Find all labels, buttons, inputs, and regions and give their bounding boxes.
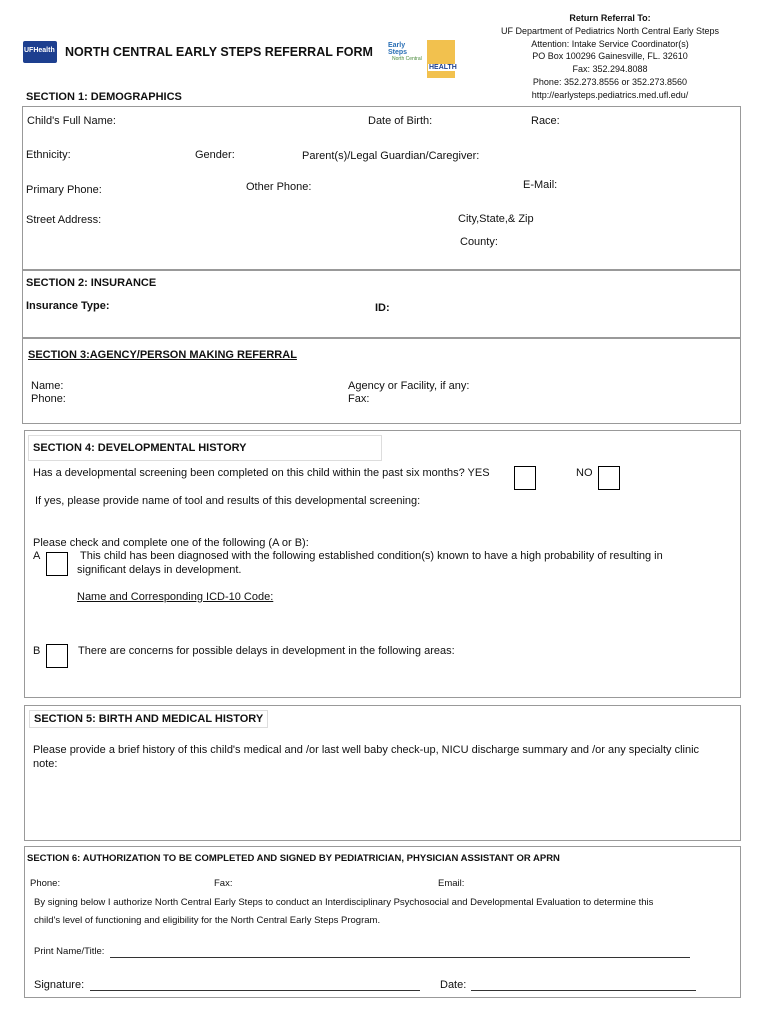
agency-field[interactable]: Agency or Facility, if any: <box>348 380 470 392</box>
return-line: Fax: 352.294.8088 <box>572 64 648 75</box>
section2-heading: SECTION 2: INSURANCE <box>26 277 157 289</box>
physician-email-field[interactable]: Email: <box>438 878 465 889</box>
signature-line[interactable] <box>90 990 420 991</box>
return-line: PO Box 100296 Gainesville, FL. 32610 <box>532 51 688 62</box>
option-b-text: There are concerns for possible delays in development in the following areas: <box>78 645 455 657</box>
return-line: UF Department of Pediatrics North Central Early Steps <box>500 25 720 36</box>
early-steps-logo-sub: North Central <box>392 56 422 62</box>
section3-heading: SECTION 3:AGENCY/PERSON MAKING REFERRAL <box>28 349 297 361</box>
authorization-text-2: child's level of functioning and eligibility for the North Central Early Steps Program. <box>34 915 381 926</box>
screening-no-label: NO <box>576 467 593 479</box>
health-logo-text: HEALTH <box>429 64 457 71</box>
insurance-type-field[interactable]: Insurance Type: <box>26 300 110 312</box>
option-a-text-2: significant delays in development. <box>77 564 242 576</box>
county-field[interactable]: County: <box>460 236 498 248</box>
physician-phone-field[interactable]: Phone: <box>30 878 61 889</box>
authorization-text: By signing below I authorize North Central Early Steps to conduct an Interdisciplinary Psychosocial and Developmental Evaluation to determine this <box>34 897 654 908</box>
option-a-label: A <box>33 550 41 562</box>
return-url[interactable]: http://earlysteps.pediatrics.med.ufl.edu/ <box>531 89 689 100</box>
screening-question: Has a developmental screening been completed on this child within the past six months? YES <box>33 467 490 479</box>
guardian-field[interactable]: Parent(s)/Legal Guardian/Caregiver: <box>302 150 480 162</box>
physician-fax-field[interactable]: Fax: <box>214 878 233 889</box>
option-a-checkbox[interactable] <box>46 552 68 576</box>
section6-heading: SECTION 6: AUTHORIZATION TO BE COMPLETED AND SIGNED BY PEDIATRICIAN, PHYSICIAN ASSISTANT OR APRN <box>27 853 560 864</box>
early-steps-logo-text: Early Steps <box>388 42 408 56</box>
gender-field[interactable]: Gender: <box>195 149 235 161</box>
check-one-instruction: Please check and complete one of the following (A or B): <box>33 537 309 549</box>
childs-name-field[interactable]: Child's Full Name: <box>27 115 116 127</box>
city-state-zip-field[interactable]: City,State,& Zip <box>458 213 534 225</box>
section1-box <box>22 106 741 270</box>
ufhealth-logo-text: UFHealth <box>24 47 55 54</box>
option-a-text: This child has been diagnosed with the following established condition(s) known to have a high probability of resulting in <box>80 550 663 562</box>
early-steps-logo <box>388 40 422 66</box>
medical-history-instruction: Please provide a brief history of this child's medical and /or last well baby check-up, NICU discharge summary and /or any specialty clinic <box>33 744 700 756</box>
referrer-phone-field[interactable]: Phone: <box>31 393 66 405</box>
option-b-label: B <box>33 645 41 657</box>
date-label: Date: <box>440 979 467 991</box>
screening-yes-checkbox[interactable] <box>514 466 536 490</box>
screening-no-checkbox[interactable] <box>598 466 620 490</box>
primary-phone-field[interactable]: Primary Phone: <box>26 184 102 196</box>
form-title: NORTH CENTRAL EARLY STEPS REFERRAL FORM <box>65 45 373 59</box>
medical-history-instruction-2: note: <box>33 758 58 770</box>
ethnicity-field[interactable]: Ethnicity: <box>26 149 71 161</box>
option-b-checkbox[interactable] <box>46 644 68 668</box>
return-referral-heading: Return Referral To: <box>569 13 651 23</box>
return-line: Phone: 352.273.8556 or 352.273.8560 <box>532 76 688 87</box>
signature-label: Signature: <box>34 979 85 991</box>
section4-heading: SECTION 4: DEVELOPMENTAL HISTORY <box>28 435 382 461</box>
return-referral-block <box>470 12 750 102</box>
dob-field[interactable]: Date of Birth: <box>368 115 433 127</box>
icd-code-field[interactable]: Name and Corresponding ICD-10 Code: <box>77 591 274 603</box>
print-name-line[interactable] <box>110 957 690 958</box>
email-field[interactable]: E-Mail: <box>523 179 558 191</box>
section5-heading: SECTION 5: BIRTH AND MEDICAL HISTORY <box>29 710 268 728</box>
health-logo <box>427 40 455 78</box>
ufhealth-logo <box>23 41 57 63</box>
screening-if-yes: If yes, please provide name of tool and results of this developmental screening: <box>35 495 421 507</box>
section1-heading: SECTION 1: DEMOGRAPHICS <box>26 91 182 103</box>
referrer-fax-field[interactable]: Fax: <box>348 393 370 405</box>
date-line[interactable] <box>471 990 696 991</box>
race-field[interactable]: Race: <box>531 115 560 127</box>
referrer-name-field[interactable]: Name: <box>31 380 64 392</box>
other-phone-field[interactable]: Other Phone: <box>246 181 312 193</box>
street-address-field[interactable]: Street Address: <box>26 214 102 226</box>
insurance-id-field[interactable]: ID: <box>375 302 390 314</box>
return-line: Attention: Intake Service Coordinator(s) <box>531 38 689 49</box>
print-name-label: Print Name/Title: <box>34 946 105 957</box>
